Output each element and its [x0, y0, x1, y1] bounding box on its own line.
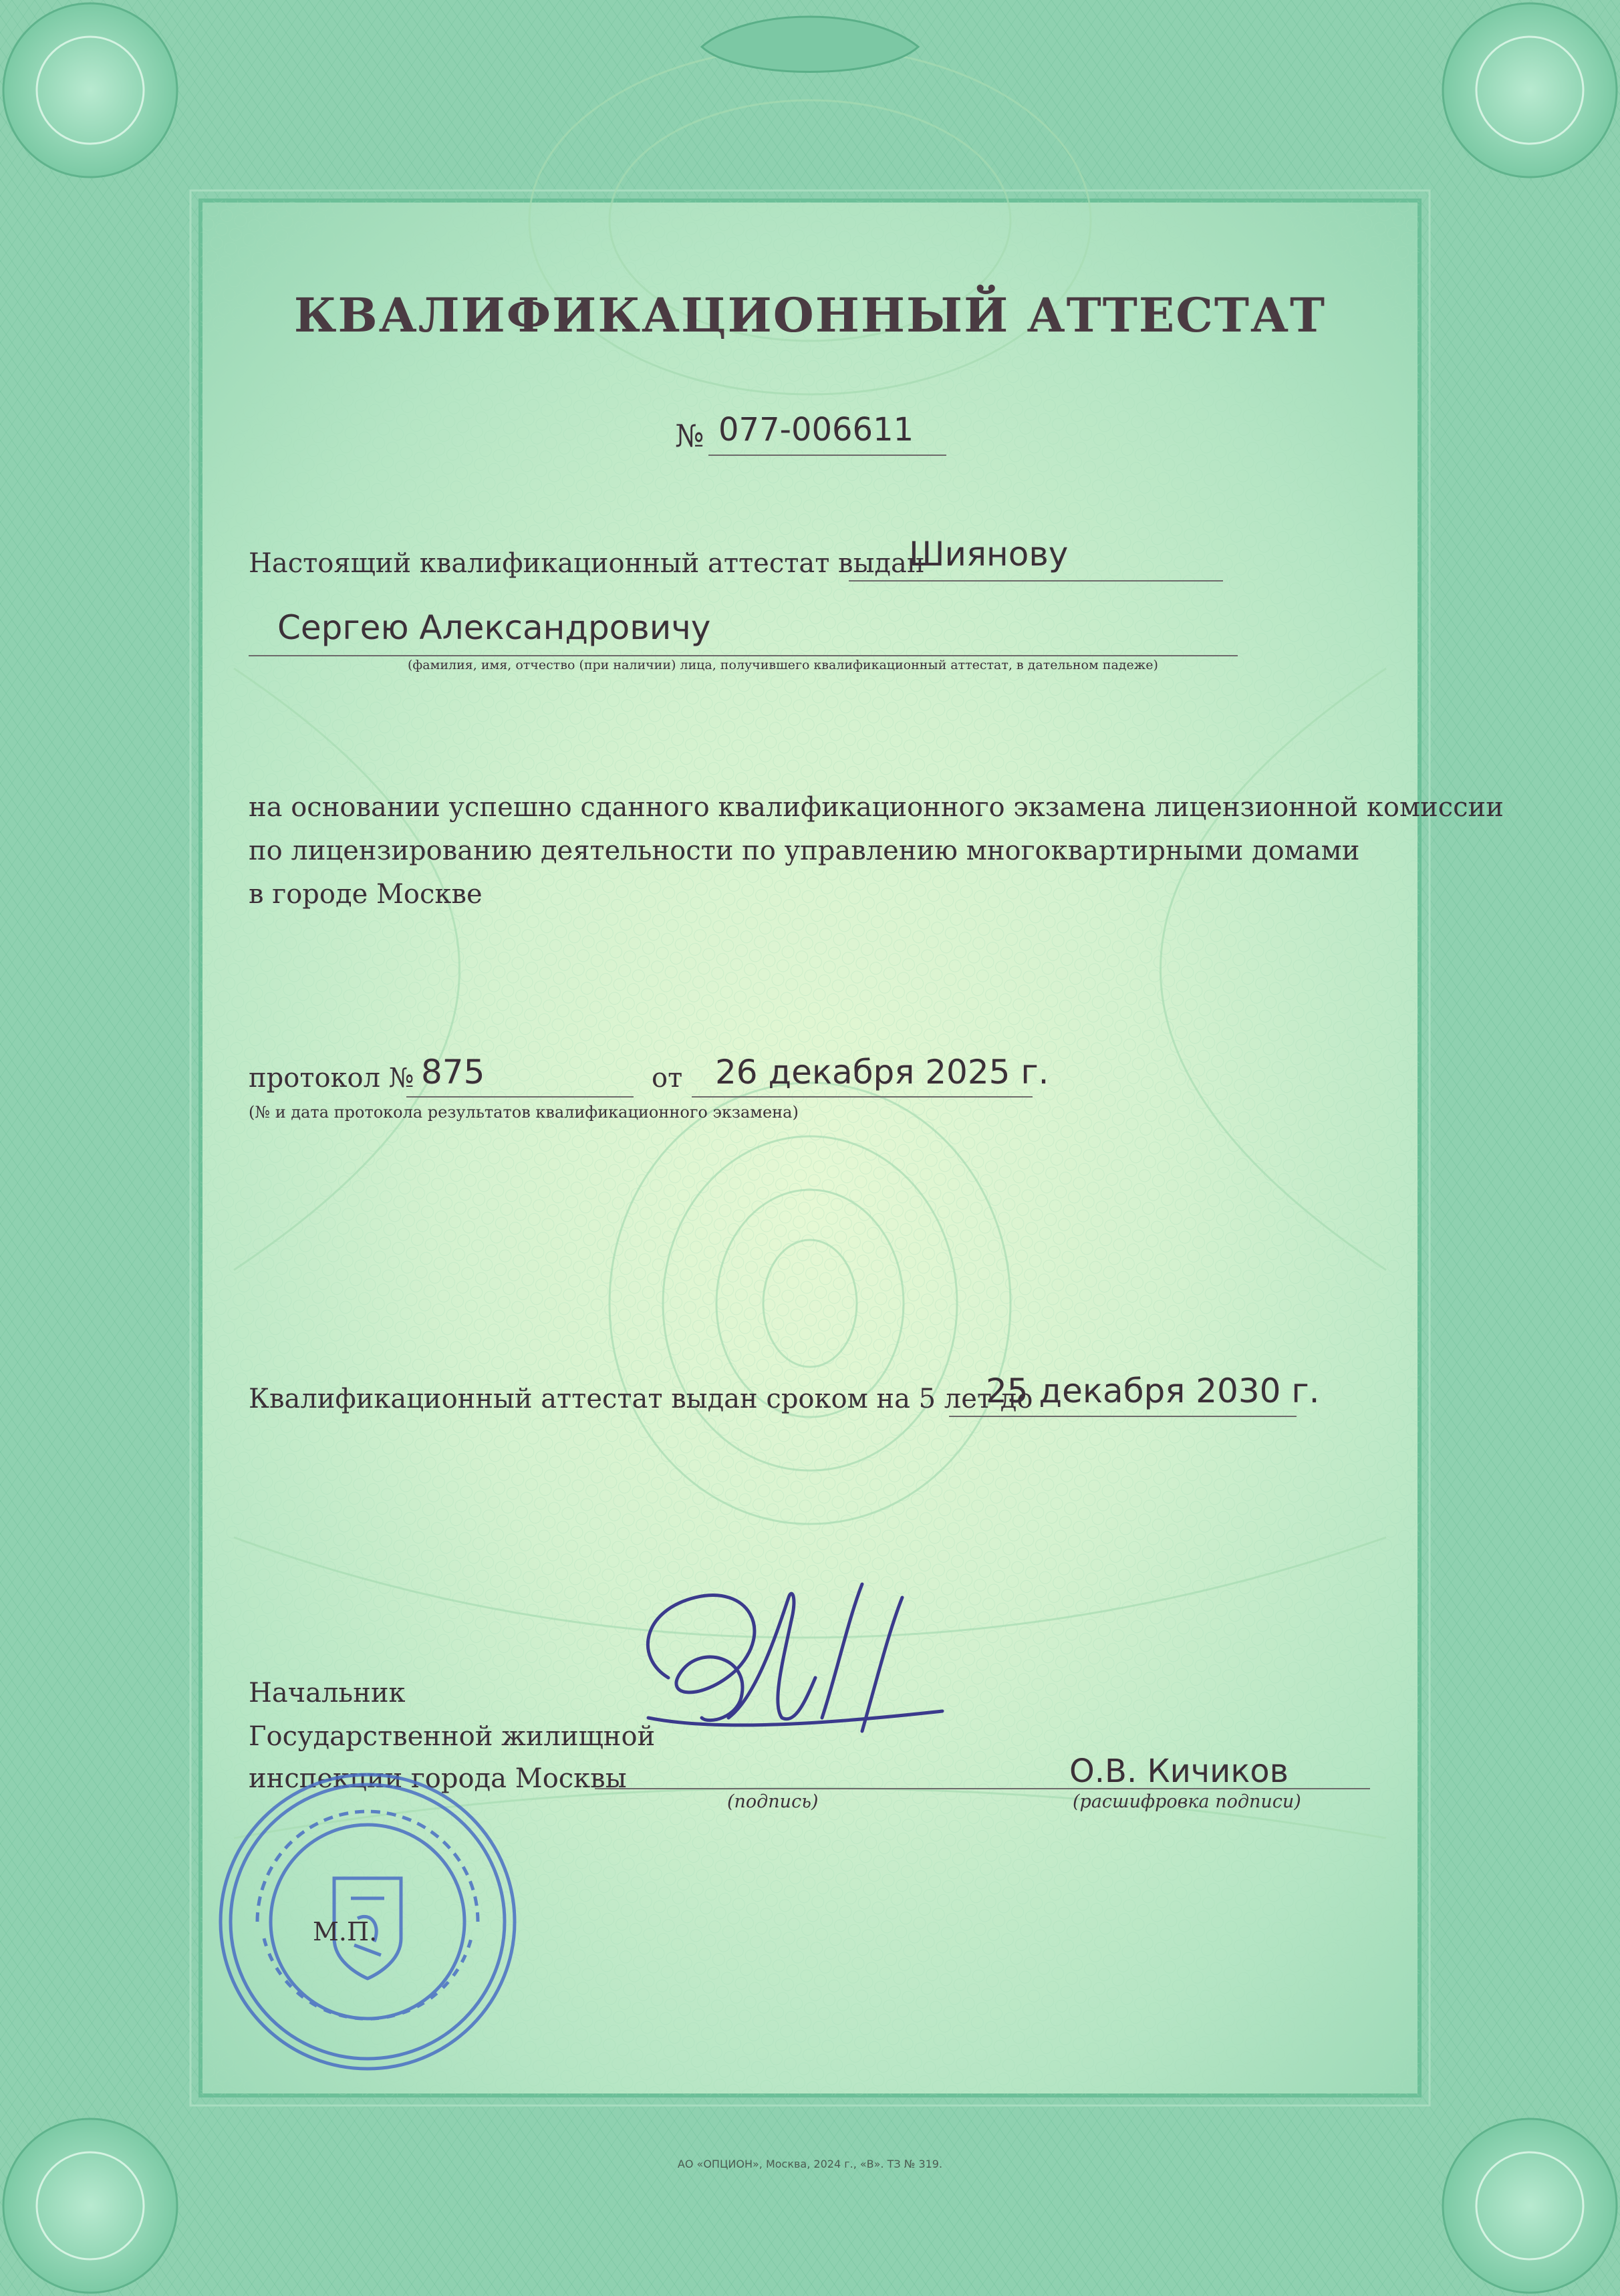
issued-to-label: Настоящий квалификационный аттестат выдан	[249, 548, 925, 579]
validity-underline	[949, 1416, 1297, 1417]
recipient-name-patronymic: Сергею Александровичу	[277, 608, 711, 647]
validity-label: Квалификационный аттестат выдан сроком на 5 лет до	[249, 1384, 1033, 1414]
name-hint: (фамилия, имя, отчество (при наличии) лица, получившего квалификационный аттестат, в дательном падеже)	[408, 658, 1158, 672]
certificate-number: 077-006611	[718, 411, 914, 449]
signatory-name: О.В. Кичиков	[1069, 1753, 1289, 1790]
number-underline	[708, 455, 946, 456]
protocol-date-underline	[692, 1096, 1033, 1098]
official-title-line-2: Государственной жилищной	[249, 1721, 656, 1752]
signatory-hint: (расшифровка подписи)	[1073, 1791, 1301, 1812]
seal-place-label: М.П.	[313, 1917, 378, 1946]
official-title-line-3: инспекции города Москвы	[249, 1763, 627, 1794]
signatory-underline	[969, 1788, 1370, 1789]
surname-underline	[849, 580, 1223, 582]
protocol-number: 875	[421, 1053, 485, 1092]
basis-line-2: по лицензированию деятельности по управлению многоквартирными домами	[249, 836, 1360, 866]
basis-line-3: в городе Москве	[249, 879, 483, 910]
validity-date: 25 декабря 2030 г.	[986, 1372, 1320, 1410]
name-underline	[249, 655, 1238, 656]
protocol-label: протокол №	[249, 1063, 414, 1094]
protocol-date: 26 декабря 2025 г.	[715, 1053, 1049, 1092]
document-title: КВАЛИФИКАЦИОННЫЙ АТТЕСТАТ	[293, 287, 1327, 343]
number-sign: №	[675, 418, 704, 454]
basis-line-1: на основании успешно сданного квалификационного экзамена лицензионной комиссии	[249, 792, 1504, 823]
handwritten-signature	[622, 1557, 969, 1798]
protocol-number-underline	[406, 1096, 634, 1098]
recipient-surname: Шиянову	[909, 535, 1069, 573]
printer-line: АО «ОПЦИОН», Москва, 2024 г., «В». ТЗ № 319.	[677, 2158, 943, 2170]
protocol-hint: (№ и дата протокола результатов квалификационного экзамена)	[249, 1103, 799, 1122]
signature-hint: (подпись)	[727, 1791, 819, 1812]
official-title-line-1: Начальник	[249, 1678, 406, 1708]
from-label: от	[652, 1063, 683, 1094]
